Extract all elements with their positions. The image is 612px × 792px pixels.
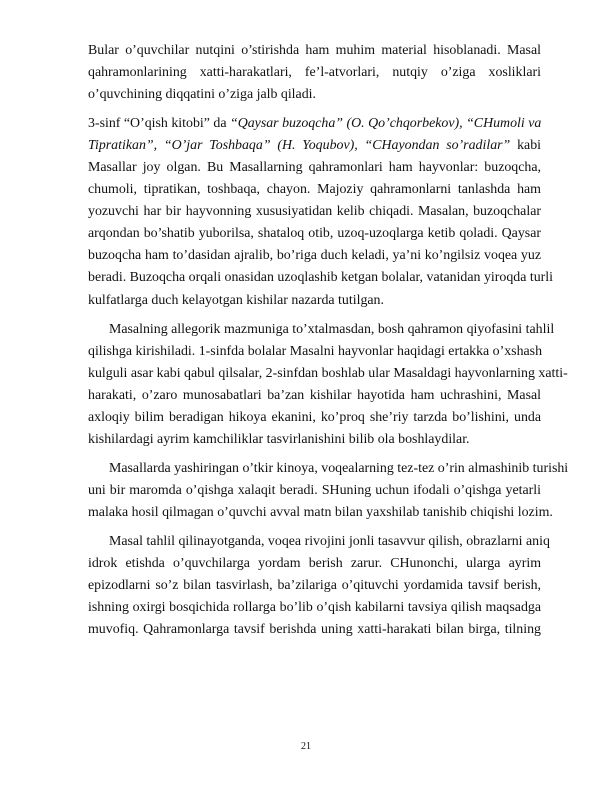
text-line: Masalning allegorik mazmuniga to’xtalmasdan, bosh qahramon qiyofasini tahlil	[109, 321, 555, 337]
text-line: muvofiq. Qahramonlarga tavsif berishda uning xatti-harakati bilan birga, tilning	[88, 622, 541, 638]
text-line: malaka hosil qilmagan o’quvchi avval matn bilan yaxshilab tanishib chiqishi lozim.	[88, 504, 553, 520]
text-line: kulfatlarga duch kelayotgan kishilar nazarda tutilgan.	[88, 292, 384, 308]
paragraph-2	[88, 113, 554, 311]
text-run: kabi	[510, 138, 542, 154]
text-line: uni bir maromda o’qishga xalaqit beradi. SHuning uchun ifodali o’qishga yetarli	[88, 482, 541, 498]
page-number: 21	[301, 741, 311, 752]
body-text	[88, 40, 569, 648]
text-line	[88, 113, 541, 135]
text-line: ishning oxirgi bosqichida rollarga bo’lib o’qish kabilarni tavsiya qilish maqsadga	[88, 600, 541, 616]
paragraph-5	[88, 531, 550, 641]
text-line: Masallarda yashiringan o’tkir kinoya, voqealarning tez-tez o’rin almashinib turishi	[109, 460, 569, 476]
text-line: Bular o’quvchilar nutqini o’stirishda ham muhim material hisoblanadi. Masal	[88, 43, 541, 58]
text-run: 3-sinf “O’qish kitobi” da	[88, 116, 230, 132]
text-line	[88, 135, 541, 157]
text-line: chumoli, tipratikan, toshbaqa, chayon. Majoziy qahramonlarni tanlashda ham	[88, 182, 541, 198]
text-line: qilishga kirishiladi. 1-sinfda bolalar Masalni hayvonlar haqidagi ertakka o’xshash	[88, 343, 543, 359]
text-line: kulguli asar kabi qabul qilsalar, 2-sinfdan boshlab ular Masaldagi hayvonlarning xatti-	[88, 365, 568, 381]
paragraph-4	[88, 458, 569, 524]
text-line: epizodlarni so’z bilan tasvirlash, ba’zilariga o’qituvchi yordamida tavsif berish,	[88, 578, 541, 594]
text-line: beradi. Buzoqcha orqali onasidan uzoqlashib ketgan bolalar, vatanidan yiroqda turli	[88, 270, 554, 286]
text-line: qahramonlarining xatti-harakatlari, fe’l-atvorlari, nutqiy o’ziga xosliklari	[88, 65, 541, 81]
text-line: yozuvchi har bir hayvonning xususiyatidan kelib chiqadi. Masalan, buzoqchalar	[88, 204, 541, 220]
paragraph-1	[88, 40, 541, 106]
text-line: idrok etishda o’quvchilarga yordam berish zarur. CHunonchi, ularga ayrim	[88, 556, 541, 572]
text-line: Masal tahlil qilinayotganda, voqea rivojini jonli tasavvur qilish, obrazlarni aniq	[109, 533, 550, 549]
text-line: harakati, o’zaro munosabatlari ba’zan kishilar hayotida ham uchrashini, Masal	[88, 387, 541, 403]
text-line: kishilardagi ayrim kamchiliklar tasvirlanishini bilib ola boshlaydilar.	[88, 431, 470, 447]
italic-titles: “Qaysar buzoqcha” (O. Qo’chqorbekov), “CHumoli va	[229, 116, 542, 132]
text-line: buzoqcha ham to’dasidan ajralib, bo’riga duch keladi, ya’ni ko’ngilsiz voqea yuz	[88, 248, 541, 264]
text-line: Masallar joy olgan. Bu Masallarning qahramonlari ham hayvonlar: buzoqcha,	[88, 160, 541, 176]
text-line: axloqiy bilim beradigan hikoya ekanini, ko’proq she’riy tarzda bo’lishini, unda	[88, 409, 541, 425]
text-line: arqondan bo’shatib yuborilsa, shataloq otib, uzoq-uzoqlarga ketib qoladi. Qaysar	[88, 226, 541, 242]
text-line: o’quvchining diqqatini o’ziga jalb qiladi.	[88, 87, 316, 103]
italic-titles: Tipratikan”, “O’jar Toshbaqa” (H. Yoqubov), “CHayondan so’radilar”	[88, 138, 511, 154]
paragraph-3	[88, 319, 568, 451]
